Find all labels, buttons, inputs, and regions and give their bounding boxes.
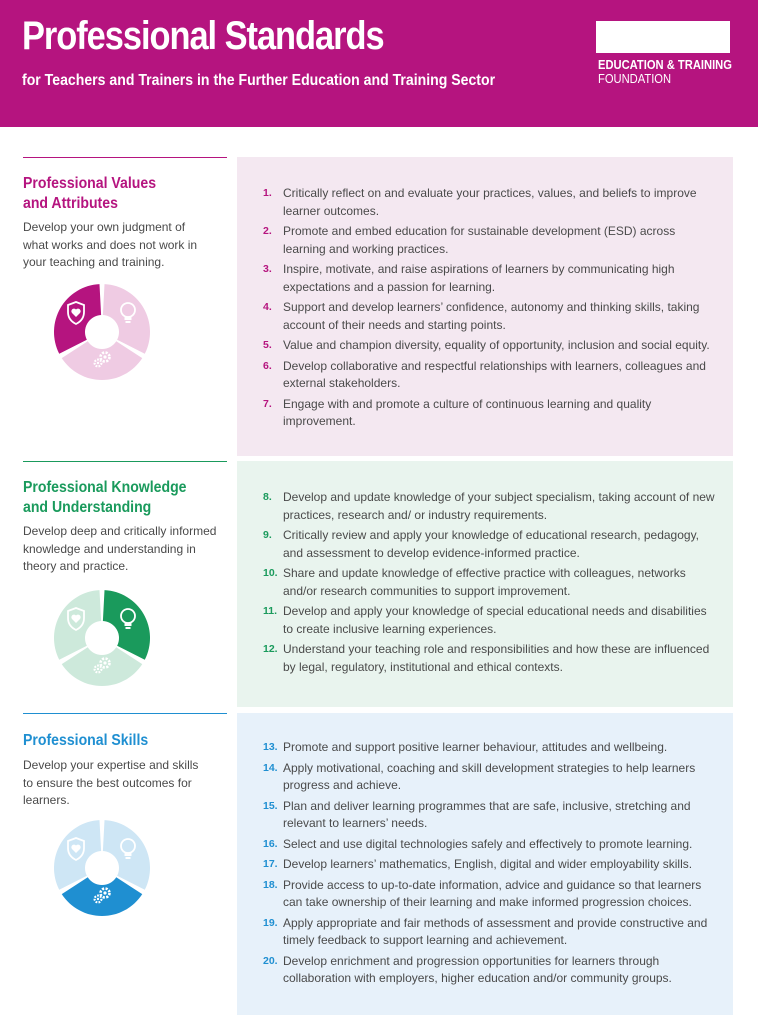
standard-text: Critically review and apply your knowledge of educational research, pedagogy, and assessment to develop evidence-informed practice. [283,528,700,560]
standard-item [263,953,719,988]
standard-text: Critically reflect on and evaluate your practices, values, and beliefs to improve learner outcomes. [283,186,697,218]
page-subtitle: for Teachers and Trainers in the Further Education and Training Sector [22,72,496,89]
standard-number: 20. [263,954,278,967]
standard-item [263,358,719,393]
standard-number: 13. [263,741,278,753]
standard-text: Understand your teaching role and responsibilities and how these are influenced by legal, regulatory, institutional and ethical contexts. [283,642,710,674]
section-title-line1: Professional Skills [23,732,149,749]
standard-number: 15. [263,799,278,812]
section-divider-skills [23,713,227,714]
standard-number: 3. [263,263,272,275]
section-divider-values [23,157,227,158]
skills-wheel [52,818,152,918]
logo-mark [596,21,730,53]
standard-text: Share and update knowledge of effective practice with colleagues, networks and/or research communities to support improvement. [283,566,686,598]
section-description-knowledge: Develop deep and critically informed knowledge and understanding in theory and practice. [23,524,217,573]
section-title-line1: Professional Knowledge [23,479,187,496]
standard-item [263,915,719,950]
standard-item [263,527,719,562]
values-wheel [52,282,152,382]
knowledge-wheel [52,588,152,688]
standard-text: Value and champion diversity, equality of opportunity, inclusion and social equity. [283,338,710,352]
standard-item [263,337,719,355]
logo-text-line1: EDUCATION & TRAINING [598,57,732,72]
standard-number: 19. [263,916,278,929]
standard-number: 10. [263,567,278,579]
section-divider-knowledge [23,461,227,462]
wheel-segment [62,647,143,686]
standard-number: 5. [263,339,272,351]
standard-item [263,396,719,431]
standard-number: 9. [263,529,272,541]
values-list [263,185,719,434]
standard-item [263,856,719,874]
standard-number: 12. [263,643,278,655]
standard-item [263,185,719,220]
wheel-segment [54,590,101,660]
standard-number: 16. [263,837,278,850]
skills-panel [237,713,733,1015]
standard-text: Promote and embed education for sustainable development (ESD) across learning and working practices. [283,224,676,256]
standard-item [263,739,719,757]
section-title-line2: and Attributes [23,195,118,212]
standard-text: Plan and deliver learning programmes that are safe, inclusive, stretching and relevant to learners’ needs. [283,798,691,830]
section-title-knowledge [23,478,187,518]
standard-number: 11. [263,605,278,617]
standard-text: Develop learners’ mathematics, English, digital and wider employability skills. [283,857,693,871]
wheel-segment [54,284,101,354]
section-description-skills: Develop your expertise and skills to ensure the best outcomes for learners. [23,758,199,807]
wheel-segment [62,877,143,916]
standard-number: 14. [263,761,278,774]
standard-text: Inspire, motivate, and raise aspirations of learners by communicating high expectations and a passion for learning. [283,262,675,294]
standard-number: 18. [263,878,278,891]
standard-number: 1. [263,187,272,199]
standard-text: Develop and apply your knowledge of special educational needs and disabilities to create inclusive learning experiences. [283,604,707,636]
standard-text: Select and use digital technologies safely and effectively to promote learning. [283,836,693,851]
standard-item [263,489,719,524]
standard-text: Develop and update knowledge of your subject specialism, taking account of new practices, research and/ or industry requirements. [283,490,715,522]
standard-item [263,261,719,296]
standard-text: Promote and support positive learner behaviour, attitudes and wellbeing. [283,740,668,754]
standard-item [263,299,719,334]
standard-item [263,877,719,912]
standard-text: Develop collaborative and respectful relationships with learners, colleagues and external stakeholders. [283,358,706,390]
standard-number: 2. [263,225,272,237]
wheel-segment [62,341,143,380]
standard-text: Engage with and promote a culture of continuous learning and quality improvement. [283,396,652,428]
knowledge-list [263,489,719,679]
standard-item [263,641,719,676]
wheel-segment [54,820,101,890]
standard-item [263,603,719,638]
standard-text: Apply motivational, coaching and skill development strategies to help learners progress and achieve. [283,760,696,792]
section-title-line1: Professional Values [23,175,157,192]
standard-number: 17. [263,858,278,870]
standard-number: 8. [263,491,272,503]
standard-number: 4. [263,301,272,313]
standard-text: Provide access to up-to-date information, advice and guidance so that learners can take ownership of their learning and make informed progression choices. [283,877,702,909]
standard-text: Apply appropriate and fair methods of assessment and provide constructive and timely feedback to support learning and achievement. [283,915,708,947]
skills-list [263,739,719,991]
standard-text: Support and develop learners’ confidence, autonomy and thinking skills, taking account of their needs and starting points. [283,300,700,332]
section-title-values [23,174,156,214]
section-description-values: Develop your own judgment of what works and does not work in your teaching and training. [23,220,198,269]
standard-item [263,223,719,258]
logo-text-line2: FOUNDATION [598,71,672,86]
standard-item [263,798,719,833]
page-title: Professional Standards [22,14,384,58]
standard-text: Develop enrichment and progression opportunities for learners through collaboration with employers, higher education and/or community groups. [283,953,672,985]
standard-item [263,836,719,854]
standard-item [263,760,719,795]
standard-number: 6. [263,359,272,372]
standard-item [263,565,719,600]
knowledge-panel [237,461,733,707]
values-panel [237,157,733,456]
section-title-skills [23,731,148,751]
section-title-line2: and Understanding [23,499,152,516]
standard-number: 7. [263,397,272,410]
